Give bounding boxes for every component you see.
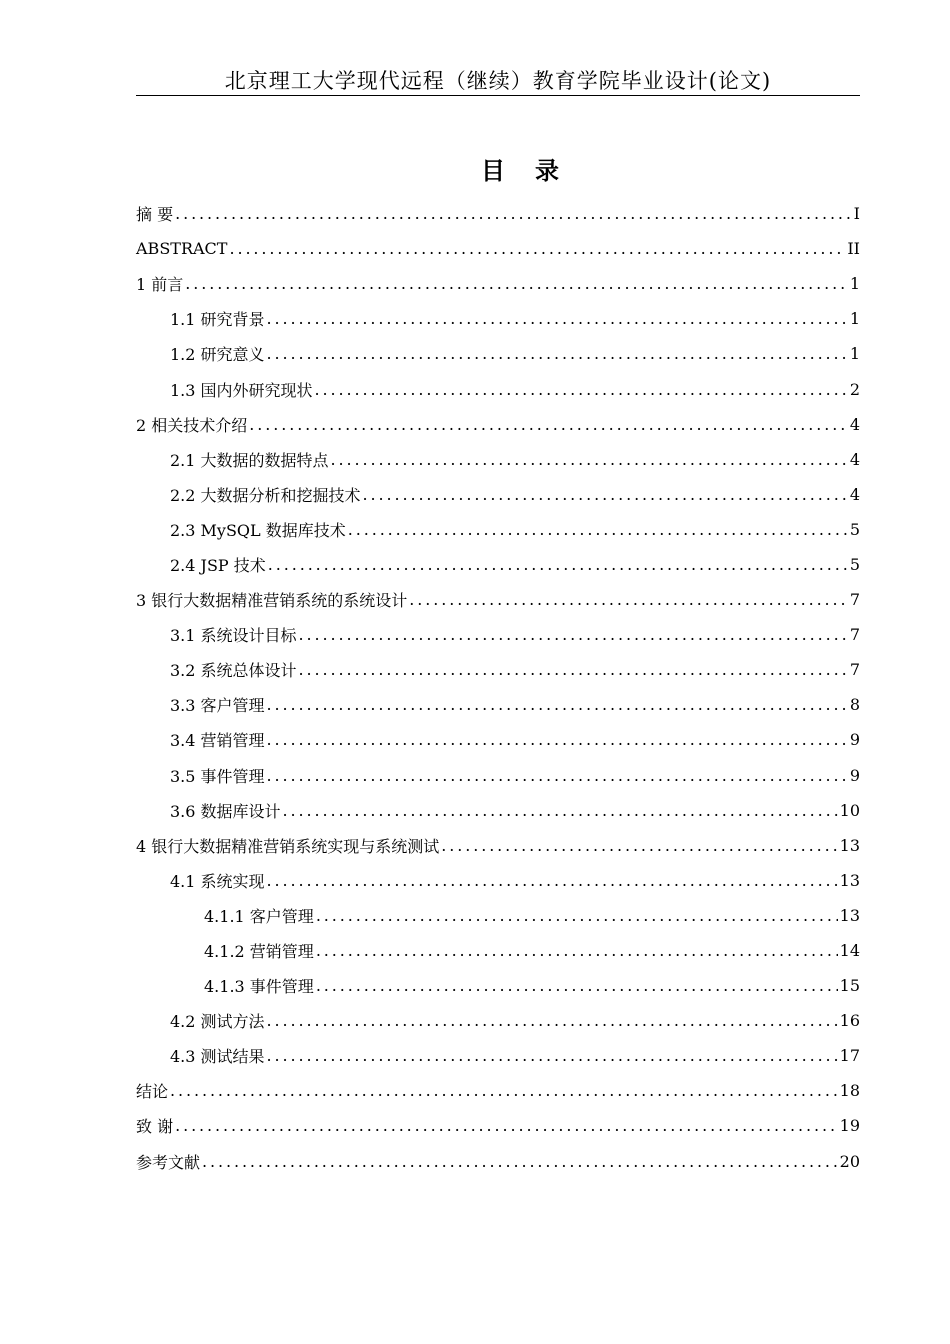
- toc-entry-title: 参考文献: [136, 1152, 201, 1172]
- toc-entry-page-number: 19: [839, 1116, 860, 1136]
- toc-entry[interactable]: [136, 968, 860, 1003]
- toc-entry-page-number: 4: [849, 414, 860, 434]
- toc-entry-page-number: 8: [849, 695, 860, 715]
- toc-leader-dots: [202, 1152, 838, 1171]
- toc-entry-title: 4.1.2 营销管理: [204, 942, 314, 962]
- toc-leader-dots: [363, 485, 848, 504]
- toc-leader-dots: [299, 660, 848, 679]
- page-header: 北京理工大学现代远程（继续）教育学院毕业设计(论文): [224, 69, 772, 93]
- toc-entry[interactable]: [136, 301, 860, 336]
- toc-entry[interactable]: [136, 442, 860, 477]
- toc-leader-dots: [316, 906, 838, 925]
- toc-entry[interactable]: [136, 828, 860, 863]
- toc-entry-page-number: 10: [839, 800, 860, 820]
- toc-entry-page-number: 13: [839, 870, 860, 890]
- toc-leader-dots: [249, 415, 848, 434]
- toc-entry-title: 3.3 客户管理: [170, 696, 265, 716]
- toc-entry-title: ABSTRACT: [136, 239, 228, 259]
- toc-entry-title: 1.3 国内外研究现状: [170, 380, 313, 400]
- toc-entry[interactable]: [136, 652, 860, 687]
- toc-entry[interactable]: [136, 1038, 860, 1073]
- toc-title: 目录: [481, 156, 589, 185]
- toc-entry-title: 2.3 MySQL 数据库技术: [170, 520, 346, 540]
- toc-entry-page-number: 18: [839, 1081, 860, 1101]
- toc-entry-page-number: 5: [849, 519, 860, 539]
- toc-entry-page-number: 1: [849, 274, 860, 294]
- toc-leader-dots: [267, 730, 848, 749]
- toc-entry-title: 3.4 营销管理: [170, 731, 265, 751]
- toc-leader-dots: [316, 941, 838, 960]
- toc-entry-page-number: I: [853, 204, 860, 224]
- toc-leader-dots: [175, 1116, 838, 1135]
- toc-entry-title: 2.1 大数据的数据特点: [170, 450, 329, 470]
- toc-leader-dots: [315, 380, 848, 399]
- toc-entry[interactable]: [136, 617, 860, 652]
- toc-entry-title: 摘 要: [136, 205, 174, 225]
- toc-leader-dots: [267, 871, 838, 890]
- toc-entry-page-number: 15: [839, 976, 860, 996]
- toc-entry[interactable]: [136, 758, 860, 793]
- toc-leader-dots: [175, 204, 852, 223]
- toc-entry-title: 2.4 JSP 技术: [170, 555, 266, 575]
- toc-entry-page-number: 1: [849, 344, 860, 364]
- toc-entry-title: 4.1.1 客户管理: [204, 906, 314, 926]
- toc-entry-page-number: 13: [839, 905, 860, 925]
- toc-leader-dots: [331, 450, 848, 469]
- toc-entry-title: 3.1 系统设计目标: [170, 626, 297, 646]
- toc-entry-title: 1.2 研究意义: [170, 345, 265, 365]
- toc-entry-title: 4.2 测试方法: [170, 1012, 265, 1032]
- toc-leader-dots: [283, 801, 838, 820]
- toc-entry[interactable]: [136, 1003, 860, 1038]
- toc-entry-title: 4 银行大数据精准营销系统实现与系统测试: [136, 836, 440, 856]
- toc-entry-title: 3 银行大数据精准营销系统的系统设计: [136, 591, 408, 611]
- toc-entry-page-number: 4: [849, 484, 860, 504]
- toc-entry-page-number: 20: [839, 1151, 860, 1171]
- toc-entry[interactable]: [136, 196, 860, 231]
- toc-entry[interactable]: [136, 793, 860, 828]
- toc-entry[interactable]: [136, 582, 860, 617]
- toc-leader-dots: [229, 239, 845, 258]
- toc-entry-page-number: 7: [849, 625, 860, 645]
- toc-entry[interactable]: [136, 231, 860, 266]
- toc-entry-title: 4.1.3 事件管理: [204, 977, 314, 997]
- toc-entry-page-number: 5: [849, 554, 860, 574]
- toc-entry-title: 2 相关技术介绍: [136, 415, 248, 435]
- toc-entry[interactable]: [136, 371, 860, 406]
- toc-entry[interactable]: [136, 266, 860, 301]
- toc-entry-page-number: 1: [849, 309, 860, 329]
- toc-entry-title: 3.2 系统总体设计: [170, 661, 297, 681]
- toc-entry-page-number: 13: [839, 835, 860, 855]
- toc-leader-dots: [316, 976, 838, 995]
- toc-entry[interactable]: [136, 898, 860, 933]
- toc-entry-title: 3.5 事件管理: [170, 766, 265, 786]
- toc-leader-dots: [267, 1011, 838, 1030]
- toc-entry-page-number: 2: [849, 379, 860, 399]
- toc-entry[interactable]: [136, 933, 860, 968]
- toc-entry[interactable]: [136, 407, 860, 442]
- toc-entry-page-number: 4: [849, 449, 860, 469]
- toc-entry-page-number: 14: [839, 941, 860, 961]
- toc-leader-dots: [170, 1081, 838, 1100]
- toc-leader-dots: [299, 625, 848, 644]
- toc-entry[interactable]: [136, 477, 860, 512]
- toc-leader-dots: [267, 309, 848, 328]
- toc-leader-dots: [267, 766, 848, 785]
- toc-entry[interactable]: [136, 687, 860, 722]
- toc-entry-page-number: 9: [849, 730, 860, 750]
- toc-leader-dots: [267, 1046, 838, 1065]
- toc-entry[interactable]: [136, 1073, 860, 1108]
- toc-entry-title: 3.6 数据库设计: [170, 801, 281, 821]
- toc-entry[interactable]: [136, 512, 860, 547]
- toc-entry[interactable]: [136, 336, 860, 371]
- toc-entry-title: 结论: [136, 1082, 169, 1102]
- toc-entry-page-number: 16: [839, 1011, 860, 1031]
- toc-leader-dots: [268, 555, 848, 574]
- toc-entry[interactable]: [136, 863, 860, 898]
- toc-entry-page-number: 7: [849, 590, 860, 610]
- toc-entry-title: 2.2 大数据分析和挖掘技术: [170, 485, 361, 505]
- toc-leader-dots: [185, 274, 848, 293]
- table-of-contents: [136, 196, 860, 1179]
- toc-entry-title: 1 前言: [136, 275, 184, 295]
- toc-leader-dots: [441, 836, 837, 855]
- toc-leader-dots: [348, 520, 848, 539]
- toc-entry-page-number: 9: [849, 765, 860, 785]
- toc-entry-title: 4.3 测试结果: [170, 1047, 265, 1067]
- toc-entry-page-number: II: [847, 239, 860, 259]
- toc-leader-dots: [409, 590, 848, 609]
- header-rule: [136, 95, 860, 96]
- toc-entry-title: 致 谢: [136, 1117, 174, 1137]
- toc-entry[interactable]: [136, 1108, 860, 1143]
- toc-entry-page-number: 17: [839, 1046, 860, 1066]
- toc-entry[interactable]: [136, 547, 860, 582]
- toc-entry-title: 4.1 系统实现: [170, 871, 265, 891]
- toc-entry[interactable]: [136, 1144, 860, 1179]
- toc-entry-page-number: 7: [849, 660, 860, 680]
- toc-leader-dots: [267, 344, 848, 363]
- toc-entry[interactable]: [136, 722, 860, 757]
- toc-entry-title: 1.1 研究背景: [170, 310, 265, 330]
- toc-leader-dots: [267, 695, 848, 714]
